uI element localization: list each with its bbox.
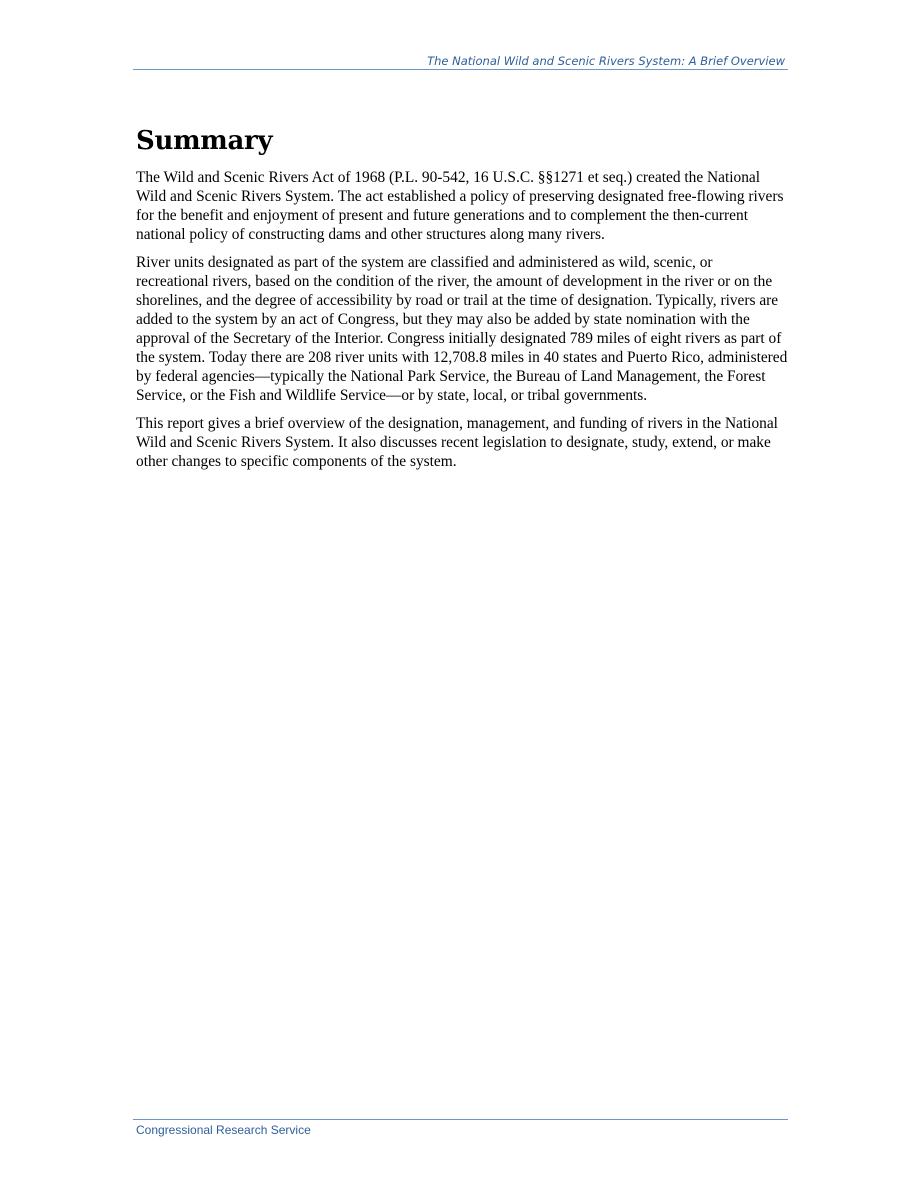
running-header-title: The National Wild and Scenic Rivers System: A Brief Overview bbox=[427, 54, 785, 68]
summary-paragraph-3: This report gives a brief overview of the designation, management, and funding of rivers in the National Wild and Scenic Rivers System. It also discusses recent legislation to designate, study, extend, or make other changes to specific components of the system. bbox=[136, 415, 778, 470]
header-divider bbox=[133, 69, 788, 70]
summary-paragraph-2: River units designated as part of the system are classified and administered as wild, scenic, or recreational rivers, based on the condition of the river, the amount of development in the river or on the shorelines, and the degree of accessibility by road or trail at the time of designation. Typically, rivers are added to the system by an act of Congress, but they may also be added by state nomination with the approval of the Secretary of the Interior. Congress initially designated 789 miles of eight rivers as part of the system. Today there are 208 river units with 12,708.8 miles in 40 states and Puerto Rico, administered by federal agencies—typically the National Park Service, the Bureau of Land Management, the Forest Service, or the Fish and Wildlife Service—or by state, local, or tribal governments. bbox=[136, 254, 788, 404]
summary-paragraph-1: The Wild and Scenic Rivers Act of 1968 (P.L. 90-542, 16 U.S.C. §§1271 et seq.) created the National Wild and Scenic Rivers System. The act established a policy of preserving designated free-flowing rivers for the benefit and enjoyment of present and future generations and to complement the then-current national policy of constructing dams and other structures along many rivers. bbox=[136, 169, 784, 243]
footer-organization: Congressional Research Service bbox=[136, 1123, 311, 1137]
summary-section bbox=[136, 124, 788, 480]
page-title: Summary bbox=[136, 126, 273, 156]
footer-divider bbox=[133, 1119, 788, 1120]
